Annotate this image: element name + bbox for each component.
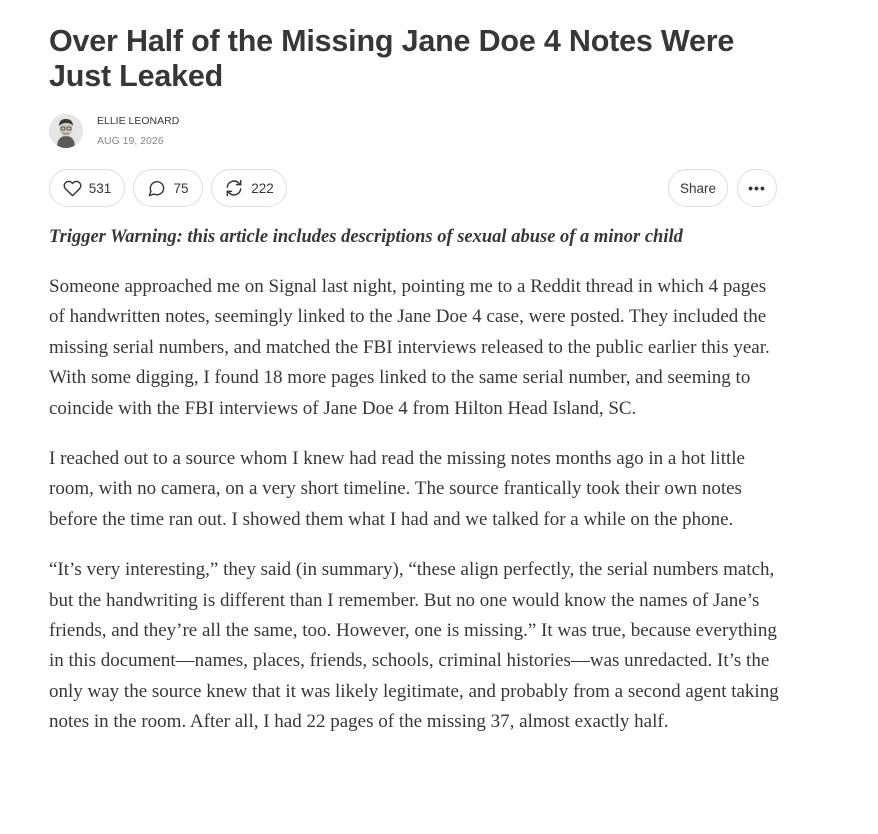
body-paragraph-3: “It’s very interesting,” they said (in summary), “these align perfectly, the serial numbers match, but the handwriting is different than I remember. But no one would know the names of Jane’s friends, and they’re all the same, too. However, one is missing.” It was true, because everything in this document—names, places, friends, schools, criminal histories—was unredacted. It’s the only way the source knew that it was likely legitimate, and probably from a second agent taking notes in the room. After all, I had 22 pages of the missing 37, almost exactly half.	[49, 559, 779, 733]
share-label: Share	[679, 180, 717, 196]
post-actions	[49, 169, 777, 207]
body-paragraph-2: I reached out to a source whom I knew had read the missing notes months ago in a hot little room, with no camera, on a very short timeline. The source frantically took their own notes before the time ran out. I showed them what I had and we talked for a while on the phone.	[49, 448, 745, 530]
like-count: 531	[88, 180, 112, 196]
share-button[interactable]	[668, 169, 728, 207]
trigger-warning: Trigger Warning: this article includes descriptions of sexual abuse of a minor child	[49, 227, 683, 247]
avatar-portrait-icon	[49, 114, 83, 148]
restack-count: 222	[251, 180, 274, 196]
more-dots-icon: •••	[748, 180, 766, 196]
byline	[49, 113, 789, 149]
heart-icon	[63, 179, 82, 198]
restack-button[interactable]	[211, 169, 287, 207]
comment-count: 75	[173, 180, 189, 196]
article	[49, 24, 789, 738]
post-date: AUG 19, 2026	[97, 135, 164, 147]
body-paragraph-1: Someone approached me on Signal last night, pointing me to a Reddit thread in which 4 pages of handwritten notes, seemingly linked to the Jane Doe 4 case, were posted. They included the missing serial numbers, and matched the FBI interviews released to the public earlier this year. With some digging, I found 18 more pages linked to the same serial number, and seeming to coincide with the FBI interviews of Jane Doe 4 from Hilton Head Island, SC.	[49, 276, 770, 419]
more-options-button[interactable]	[737, 169, 777, 207]
post-title: Over Half of the Missing Jane Doe 4 Notes Were Just Leaked	[49, 24, 735, 93]
like-button[interactable]	[49, 169, 125, 207]
speech-bubble-icon	[147, 179, 166, 198]
author-name[interactable]: ELLIE LEONARD	[97, 115, 180, 127]
restack-arrows-icon	[224, 178, 244, 198]
author-avatar[interactable]	[49, 114, 83, 148]
byline-text	[97, 111, 179, 151]
comment-button[interactable]	[133, 169, 203, 207]
